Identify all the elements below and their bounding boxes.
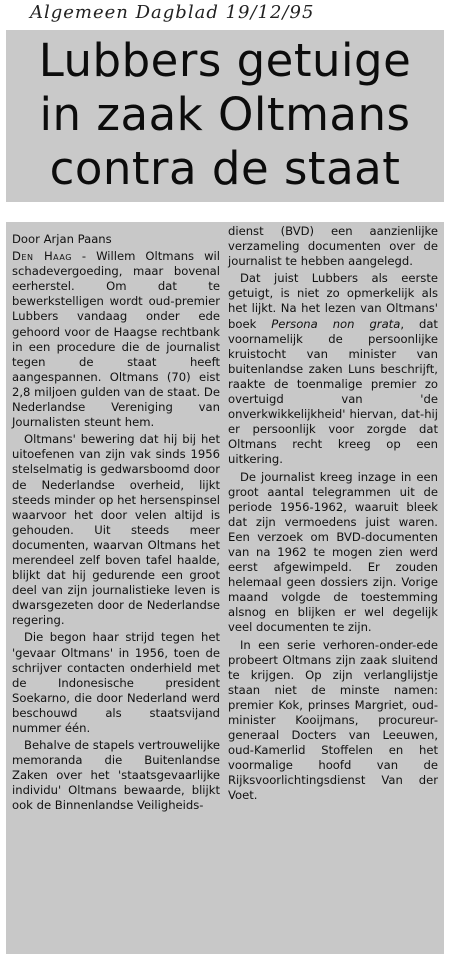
headline-line-1: Lubbers getuige	[38, 34, 412, 87]
byline: Door Arjan Paans	[12, 232, 112, 246]
article-body	[6, 222, 444, 954]
paragraph-right-2-text-a: Dat juist Lubbers als eerste getuigt, is niet zo opmerkelijk als het lijkt. Na het lezen van Oltmans' boek	[228, 271, 438, 331]
paragraph-left-3: Die begon haar strijd tegen het 'gevaar Oltmans' in 1956, toen de schrijver contacten onderhield met de Indonesische president Soekarno, die door Nederland werd beschouwd als staatsvijand nummer één.	[12, 630, 220, 735]
paragraph-right-3: De journalist kreeg inzage in een groot aantal telegrammen uit de periode 1956-1962, waaruit bleek dat zijn vermoedens juist waren. Een verzoek om BVD-documenten van na 1962 te mogen zien werd eerst afgewimpeld. Er zouden helemaal geen dossiers zijn. Vorige maand volgde de toestemming alsnog en blijken er wel degelijk veel documenten te zijn.	[228, 469, 438, 635]
paragraph-right-2	[228, 271, 438, 467]
headline	[6, 30, 444, 202]
article-column-right	[228, 224, 438, 806]
paragraph-right-2-text-b: , dat voornamelijk de persoonlijke kruistocht van minister van buitenlandse zaken Luns beschrijft, raakte de toenmalige premier zo overtuigd van 'de onverkwikkelijkheid' hiervan, dat-hij er persoonlijk voor zorgde dat Oltmans recht kreeg op een uitkering.	[228, 316, 438, 467]
paragraph-intro	[12, 249, 220, 430]
paragraph-intro-text: - Willem Oltmans wil schadevergoeding, maar bovenal eerherstel. Om dat te bewerkstelligen wordt oud-premier Lubbers vandaag onder ede gehoord voor de Haagse rechtbank in een procedure die de journalist tegen de staat heeft aangespannen. Oltmans (70) eist 2,8 miljoen gulden van de staat. De Nederlandse Vereniging van Journalisten steunt hem.	[12, 249, 220, 430]
headline-line-3: contra de staat	[49, 142, 401, 195]
dateline: Den Haag	[12, 249, 72, 264]
paragraph-left-4: Behalve de stapels vertrouwelijke memoranda die Buitenlandse Zaken over het 'staatsgevaarlijke individu' Oltmans bewaarde, blijkt ook de Binnenlandse Veiligheids-	[12, 738, 220, 813]
paragraph-left-2: Oltmans' bewering dat hij bij het uitoefenen van zijn vak sinds 1956 stelselmatig is gedwarsboomd door de Nederlandse overheid, lijkt steeds minder op het hersenspinsel waarvoor het door velen altijd is gehouden. Uit steeds meer documenten, waarvan Oltmans het merendeel zelf boven tafel haalde, blijkt dat hij gedurende een groot deel van zijn journalistieke leven is dwarsgezeten door de Nederlandse regering.	[12, 432, 220, 628]
article-column-left	[12, 232, 220, 816]
paragraph-right-4: In een serie verhoren-onder-ede probeert Oltmans zijn zaak sluitend te krijgen. Op zijn verlanglijstje staan niet de minste namen: premier Kok, prinses Margriet, oud-minister Kooijmans, procureur-generaal Docters van Leeuwen, oud-Kamerlid Stoffelen en het voormalige hoofd van de Rijksvoorlichtingsdienst Van der Voet.	[228, 637, 438, 803]
handwritten-source-annotation: Algemeen Dagblad 19/12/95	[30, 2, 315, 23]
paragraph-right-1: dienst (BVD) een aanzienlijke verzameling documenten over de journalist te hebben aangelegd.	[228, 224, 438, 269]
book-title: Persona non grata	[271, 316, 401, 331]
headline-line-2: in zaak Oltmans	[39, 88, 411, 141]
